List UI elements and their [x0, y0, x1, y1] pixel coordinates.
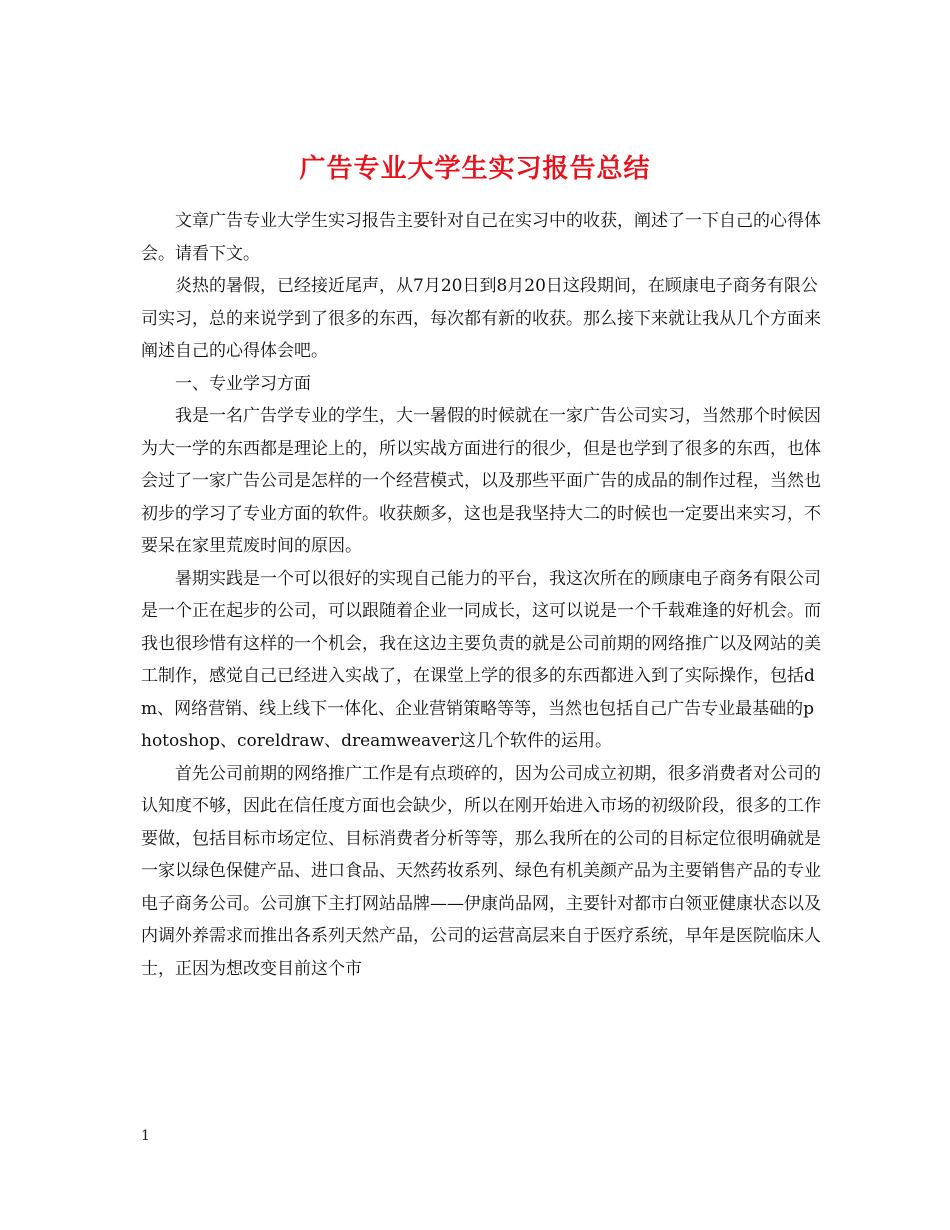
document-title: 广告专业大学生实习报告总结 — [299, 154, 651, 185]
document-body — [141, 205, 821, 985]
section-heading-professional-study: 一、专业学习方面 — [175, 373, 311, 394]
paragraph-summer: 炎热的暑假，已经接近尾声，从7月20日到8月20日这段期间，在顾康电子商务有限公司实习，总的来说学到了很多的东西，每次都有新的收获。那么接下来就让我从几个方面来阐述自己的心得体会吧。 — [141, 276, 821, 361]
page-number: 1 — [141, 1128, 150, 1144]
paragraph-internship-platform: 暑期实践是一个可以很好的实现自己能力的平台，我这次所在的顾康电子商务有限公司是一个正在起步的公司，可以跟随着企业一同成长，这可以说是一个千载难逢的好机会。而我也很珍惜有这样的一个机会，我在这边主要负责的就是公司前期的网络推广以及网站的美工制作，感觉自己已经进入实战了，在课堂上学的很多的东西都进入到了实际操作，包括dm、网络营销、线上线下一体化、企业营销策略等等，当然也包括自己广告专业最基础的photoshop、coreldraw、dreamweaver这几个软件的运用。 — [141, 568, 821, 751]
paragraph-network-promotion: 首先公司前期的网络推广工作是有点琐碎的，因为公司成立初期，很多消费者对公司的认知度不够，因此在信任度方面也会缺少，所以在刚开始进入市场的初级阶段，很多的工作要做，包括目标市场定位、目标消费者分析等等，那么我所在的公司的目标定位很明确就是一家以绿色保健产品、进口食品、天然药妆系列、绿色有机美颜产品为主要销售产品的专业电子商务公司。公司旗下主打网站品牌——伊康尚品网，主要针对都市白领亚健康状态以及内调外养需求而推出各系列天然产品，公司的运营高层来自于医疗系统，早年是医院临床人士，正因为想改变目前这个市 — [141, 763, 821, 979]
paragraph-intro: 文章广告专业大学生实习报告主要针对自己在实习中的收获，阐述了一下自己的心得体会。请看下文。 — [141, 211, 821, 264]
paragraph-background: 我是一名广告学专业的学生，大一暑假的时候就在一家广告公司实习，当然那个时候因为大一学的东西都是理论上的，所以实战方面进行的很少，但是也学到了很多的东西，也体会过了一家广告公司是怎样的一个经营模式，以及那些平面广告的成品的制作过程，当然也初步的学习了专业方面的软件。收获颇多，这也是我坚持大二的时候也一定要出来实习，不要呆在家里荒废时间的原因。 — [141, 406, 821, 556]
